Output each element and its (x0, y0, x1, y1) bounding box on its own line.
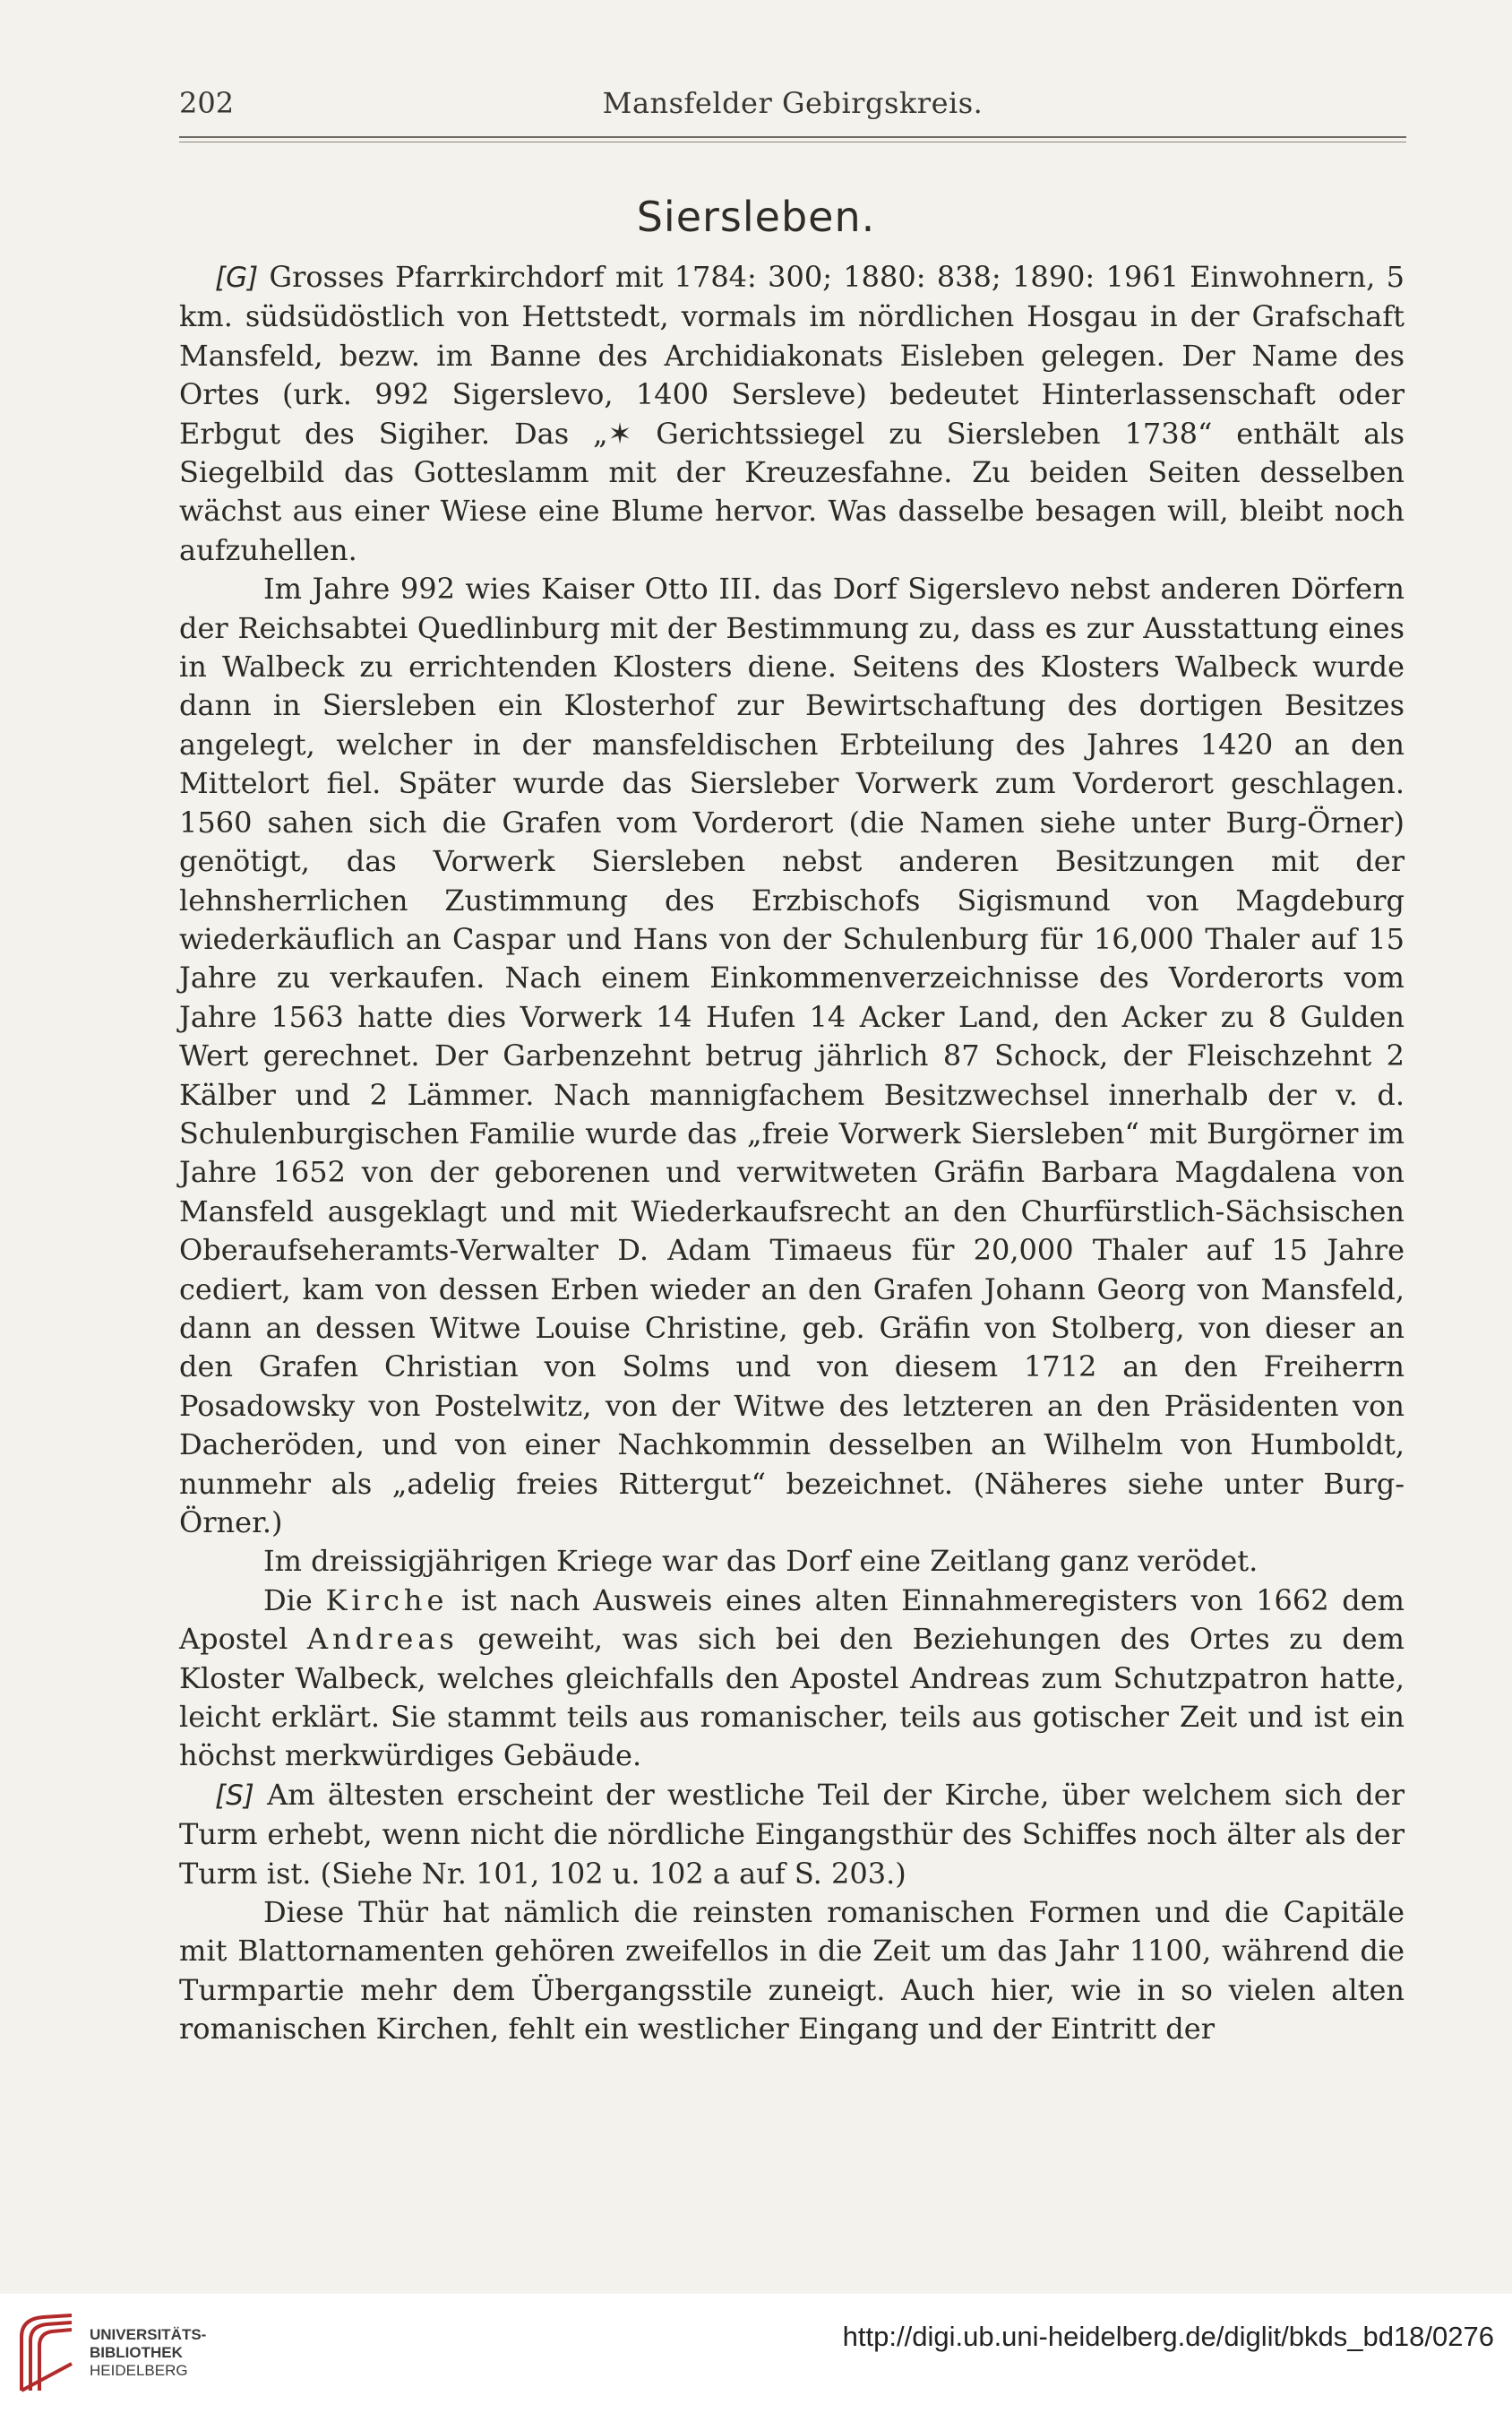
library-name-line-3: HEIDELBERG (90, 2362, 188, 2379)
source-url-link[interactable]: http://digi.ub.uni-heidelberg.de/diglit/bkds_bd18/0276 (842, 2321, 1494, 2352)
siglum-g: [G] (215, 262, 259, 294)
library-name-line-2: BIBLIOTHEK (90, 2344, 183, 2361)
paragraph-1-text: Grosses Pfarrkirchdorf mit 1784: 300; 1880: 838; 1890: 1961 Einwohnern, 5 km. südsüdöstlich von Hettstedt, vormals im nördlichen Hosgau in der Grafschaft Mansfeld, bezw. im Banne des Archidiakonats Eisleben gelegen. Der Name des Ortes (urk. 992 Sigerslevo, 1400 Sersleve) bedeutet Hinterlassenschaft oder Erbgut des Sigiher. Das „✶ Gerichtssiegel zu Siersleben 1738“ enthält als Siegelbild das Gotteslamm mit der Kreuzesfahne. Zu beiden Seiten desselben wächst aus einer Wiese eine Blume hervor. Was dasselbe besagen will, bleibt noch aufzuhellen. (179, 260, 1405, 567)
library-name (90, 2326, 206, 2380)
paragraph-1 (179, 258, 1405, 570)
header-rule (179, 136, 1406, 138)
running-head: Mansfelder Gebirgskreis. (602, 86, 984, 120)
paragraph-4-part-b: ist nach Ausweis eines alten Einnahmeregisters von 1662 dem Apostel (179, 1582, 1405, 1657)
siglum-s: [S] (215, 1779, 254, 1812)
page-number: 202 (179, 86, 235, 120)
body-text (179, 258, 1405, 2049)
library-name-line-1: UNIVERSITÄTS- (90, 2326, 207, 2343)
paragraph-4-part-c: geweiht, was sich bei den Beziehungen des Ortes zu dem Kloster Walbeck, welches gleichfalls den Apostel Andreas zum Schutzpatron hatte, leicht erklärt. Sie stammt teils aus romanischer, teils aus gotischer Zeit und ist ein höchst merkwürdiges Gebäude. (179, 1622, 1405, 1773)
paragraph-3: Im dreissigjährigen Kriege war das Dorf eine Zeitlang ganz verödet. (263, 1544, 1259, 1579)
emphasis-andreas: Andreas (306, 1622, 459, 1657)
paragraph-5 (179, 1776, 1405, 1893)
paragraph-5-text: Am ältesten erscheint der westliche Teil der Kirche, über welchem sich der Turm erhebt, wenn nicht die nördliche Eingangsthür des Schiffes noch älter als der Turm ist. (Siehe Nr. 101, 102 u. 102 a auf S. 203.) (179, 1777, 1405, 1891)
section-title: Siersleben. (636, 193, 876, 241)
paragraph-2: Im Jahre 992 wies Kaiser Otto III. das Dorf Sigerslevo nebst anderen Dörfern der Reichsabtei Quedlinburg mit der Bestimmung zu, dass es zur Ausstattung eines in Walbeck zu errichtenden Klosters diene. Seitens des Klosters Walbeck wurde dann in Siersleben ein Klosterhof zur Bewirtschaftung des dortigen Besitzes angelegt, welcher in der mansfeldischen Erbteilung des Jahres 1420 an den Mittelort fiel. Später wurde das Siersleber Vorwerk zum Vorderort geschlagen. 1560 sahen sich die Grafen vom Vorderort (die Namen siehe unter Burg-Örner) genötigt, das Vorwerk Siersleben nebst anderen Besitzungen mit der lehnsherrlichen Zustimmung des Erzbischofs Sigismund von Magdeburg wiederkäuflich an Caspar und Hans von der Schulenburg für 16,000 Thaler auf 15 Jahre zu verkaufen. Nach einem Einkommenverzeichnisse des Vorderorts vom Jahre 1563 hatte dies Vorwerk 14 Hufen 14 Acker Land, den Acker zu 8 Gulden Wert gerechnet. Der Garbenzehnt betrug jährlich 87 Schock, der Fleischzehnt 2 Kälber und 2 Lämmer. Nach mannigfachem Besitzwechsel innerhalb der v. d. Schulenburgischen Familie wurde das „freie Vorwerk Siersleben“ mit Burgörner im Jahre 1652 von der geborenen und verwitweten Gräfin Barbara Magdalena von Mansfeld ausgeklagt und mit Wiederkaufsrecht an den Churfürstlich-Sächsischen Oberaufseheramts-Verwalter D. Adam Timaeus für 20,000 Thaler auf 15 Jahre cediert, kam von dessen Erben wieder an den Grafen Johann Georg von Mansfeld, dann an dessen Witwe Louise Christine, geb. Gräfin von Stolberg, von dieser an den Grafen Christian von Solms und von diesem 1712 an den Freiherrn Posadowsky von Postelwitz, von der Witwe des letzteren an den Präsidenten von Dacheröden, und von einer Nachkommin desselben an Wilhelm von Humboldt, nunmehr als „adelig freies Rittergut“ bezeichnet. (Näheres siehe unter Burg-Örner.) (179, 572, 1405, 1539)
paragraph-4-part-a: Die (263, 1582, 313, 1617)
paragraph-4 (179, 1581, 1405, 1776)
university-library-logo-icon (16, 2310, 77, 2396)
page-header (179, 86, 1406, 131)
paragraph-6: Diese Thür hat nämlich die reinsten romanischen Formen und die Capitäle mit Blattornamenten gehören zweifellos in die Zeit um das Jahr 1100, während die Turmpartie mehr dem Übergangsstile zuneigt. Auch hier, wie in so vielen alten romanischen Kirchen, fehlt ein westlicher Eingang und der Eintritt der (179, 1895, 1405, 2047)
digitization-footer (0, 2294, 1512, 2413)
emphasis-kirche: Kirche (325, 1582, 449, 1617)
